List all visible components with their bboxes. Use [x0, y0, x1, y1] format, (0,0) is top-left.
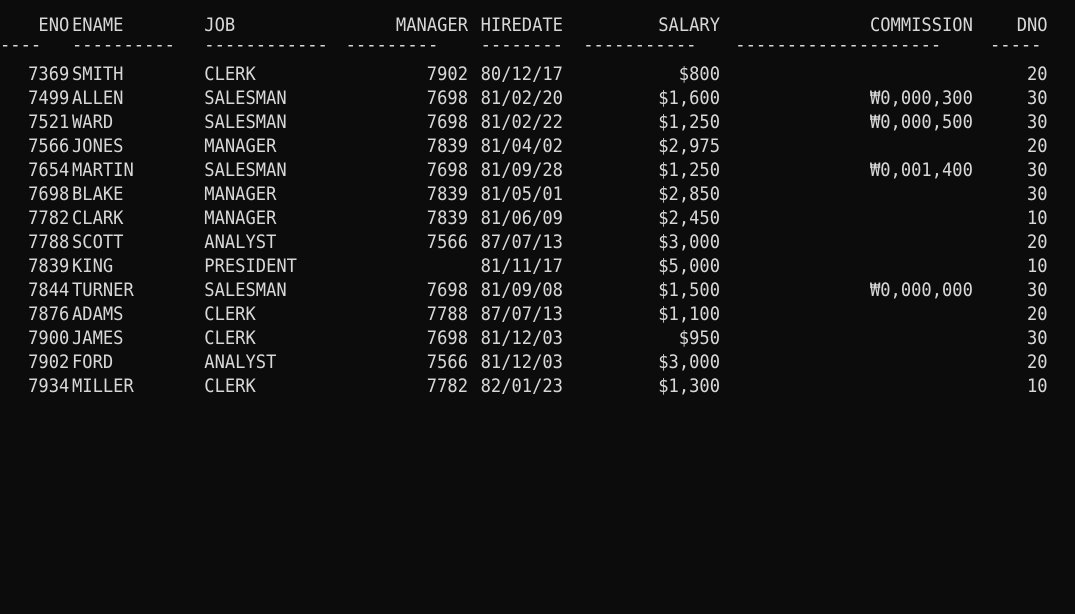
cell-manager: 7566 — [426, 351, 468, 373]
cell-dno: 20 — [1026, 63, 1048, 85]
cell-salary: $3,000 — [658, 351, 720, 373]
cell-dno: 30 — [1026, 111, 1048, 133]
cell-salary: $950 — [678, 327, 720, 349]
header-salary: SALARY — [658, 14, 720, 36]
cell-salary: $5,000 — [658, 255, 720, 277]
cell-job: ANALYST — [204, 231, 277, 253]
cell-salary: $1,600 — [658, 87, 720, 109]
cell-job: CLERK — [204, 375, 256, 397]
table-row — [0, 206, 1048, 230]
table-row — [0, 134, 1048, 158]
cell-hiredate: 87/07/13 — [480, 303, 563, 325]
header-hiredate: HIREDATE — [480, 14, 563, 36]
cell-job: CLERK — [204, 63, 256, 85]
cell-ename: WARD — [72, 111, 114, 133]
cell-hiredate: 81/04/02 — [480, 135, 563, 157]
separator-commission: -------------------- — [735, 34, 942, 56]
table-row — [0, 182, 1048, 206]
cell-salary: $1,300 — [658, 375, 720, 397]
cell-salary: $800 — [678, 63, 720, 85]
cell-ename: FORD — [72, 351, 114, 373]
cell-hiredate: 87/07/13 — [480, 231, 563, 253]
header-dno: DNO — [1016, 14, 1048, 36]
cell-dno: 30 — [1026, 183, 1048, 205]
cell-manager: 7839 — [426, 135, 468, 157]
cell-eno: 7654 — [28, 159, 70, 181]
cell-eno: 7369 — [28, 63, 70, 85]
cell-dno: 20 — [1026, 231, 1048, 253]
table-row — [0, 86, 1048, 110]
cell-ename: MARTIN — [72, 159, 134, 181]
cell-eno: 7902 — [28, 351, 70, 373]
table-row — [0, 230, 1048, 254]
cell-hiredate: 81/09/28 — [480, 159, 563, 181]
separator-eno: ---- — [0, 34, 42, 56]
cell-dno: 20 — [1026, 303, 1048, 325]
separator-hiredate: -------- — [480, 34, 563, 56]
table-row — [0, 158, 1048, 182]
cell-ename: JAMES — [72, 327, 124, 349]
cell-dno: 10 — [1026, 207, 1048, 229]
cell-manager: 7788 — [426, 303, 468, 325]
cell-job: CLERK — [204, 303, 256, 325]
cell-salary: $3,000 — [658, 231, 720, 253]
cell-salary: $1,100 — [658, 303, 720, 325]
cell-salary: $1,250 — [658, 159, 720, 181]
cell-manager: 7698 — [426, 87, 468, 109]
cell-salary: $2,450 — [658, 207, 720, 229]
cell-commission: ₩0,000,500 — [869, 111, 973, 133]
cell-job: SALESMAN — [204, 111, 287, 133]
cell-manager: 7698 — [426, 111, 468, 133]
cell-eno: 7698 — [28, 183, 70, 205]
cell-salary: $1,500 — [658, 279, 720, 301]
cell-manager: 7566 — [426, 231, 468, 253]
cell-job: SALESMAN — [204, 87, 287, 109]
cell-manager: 7839 — [426, 183, 468, 205]
cell-dno: 30 — [1026, 87, 1048, 109]
cell-ename: KING — [72, 255, 114, 277]
cell-hiredate: 82/01/23 — [480, 375, 563, 397]
cell-ename: ALLEN — [72, 87, 124, 109]
header-eno: ENO — [38, 14, 70, 36]
cell-eno: 7876 — [28, 303, 70, 325]
cell-manager: 7698 — [426, 159, 468, 181]
cell-dno: 30 — [1026, 159, 1048, 181]
separator-salary: ----------- — [583, 34, 697, 56]
cell-eno: 7788 — [28, 231, 70, 253]
table-row — [0, 326, 1048, 350]
cell-ename: JONES — [72, 135, 124, 157]
cell-salary: $2,975 — [658, 135, 720, 157]
cell-job: SALESMAN — [204, 279, 287, 301]
header-manager: MANAGER — [395, 14, 468, 36]
table-row — [0, 278, 1048, 302]
cell-ename: BLAKE — [72, 183, 124, 205]
cell-manager: 7698 — [426, 279, 468, 301]
cell-hiredate: 81/12/03 — [480, 327, 563, 349]
cell-commission: ₩0,000,000 — [869, 279, 973, 301]
cell-dno: 30 — [1026, 327, 1048, 349]
cell-dno: 10 — [1026, 255, 1048, 277]
separator-row — [0, 33, 1042, 57]
cell-hiredate: 81/02/22 — [480, 111, 563, 133]
cell-ename: TURNER — [72, 279, 134, 301]
table-row — [0, 374, 1048, 398]
cell-commission: ₩0,000,300 — [869, 87, 973, 109]
cell-hiredate: 81/05/01 — [480, 183, 563, 205]
cell-eno: 7839 — [28, 255, 70, 277]
cell-manager: 7839 — [426, 207, 468, 229]
cell-salary: $1,250 — [658, 111, 720, 133]
cell-dno: 10 — [1026, 375, 1048, 397]
cell-hiredate: 81/02/20 — [480, 87, 563, 109]
cell-hiredate: 81/12/03 — [480, 351, 563, 373]
cell-ename: SMITH — [72, 63, 124, 85]
separator-job: ------------ — [204, 34, 328, 56]
cell-job: MANAGER — [204, 135, 277, 157]
cell-commission: ₩0,001,400 — [869, 159, 973, 181]
header-job: JOB — [204, 14, 236, 36]
cell-dno: 20 — [1026, 351, 1048, 373]
separator-ename: ---------- — [72, 34, 175, 56]
table-row — [0, 350, 1048, 374]
cell-ename: ADAMS — [72, 303, 124, 325]
cell-hiredate: 80/12/17 — [480, 63, 563, 85]
cell-manager: 7698 — [426, 327, 468, 349]
cell-eno: 7566 — [28, 135, 70, 157]
cell-eno: 7934 — [28, 375, 70, 397]
cell-job: CLERK — [204, 327, 256, 349]
cell-eno: 7844 — [28, 279, 70, 301]
cell-hiredate: 81/11/17 — [480, 255, 563, 277]
cell-ename: SCOTT — [72, 231, 124, 253]
cell-hiredate: 81/06/09 — [480, 207, 563, 229]
cell-hiredate: 81/09/08 — [480, 279, 563, 301]
separator-dno: ----- — [990, 34, 1042, 56]
cell-ename: MILLER — [72, 375, 134, 397]
table-row — [0, 62, 1048, 86]
cell-salary: $2,850 — [658, 183, 720, 205]
separator-manager: --------- — [345, 34, 439, 56]
cell-dno: 20 — [1026, 135, 1048, 157]
header-commission: COMMISSION — [869, 14, 973, 36]
cell-dno: 30 — [1026, 279, 1048, 301]
cell-job: MANAGER — [204, 183, 277, 205]
table-row — [0, 110, 1048, 134]
cell-manager: 7782 — [426, 375, 468, 397]
cell-eno: 7900 — [28, 327, 70, 349]
cell-job: PRESIDENT — [204, 255, 297, 277]
table-row — [0, 302, 1048, 326]
cell-eno: 7499 — [28, 87, 70, 109]
table-row — [0, 254, 1048, 278]
cell-eno: 7521 — [28, 111, 70, 133]
cell-job: ANALYST — [204, 351, 277, 373]
header-ename: ENAME — [72, 14, 124, 36]
cell-ename: CLARK — [72, 207, 124, 229]
cell-job: MANAGER — [204, 207, 277, 229]
cell-job: SALESMAN — [204, 159, 287, 181]
cell-manager: 7902 — [426, 63, 468, 85]
cell-eno: 7782 — [28, 207, 70, 229]
